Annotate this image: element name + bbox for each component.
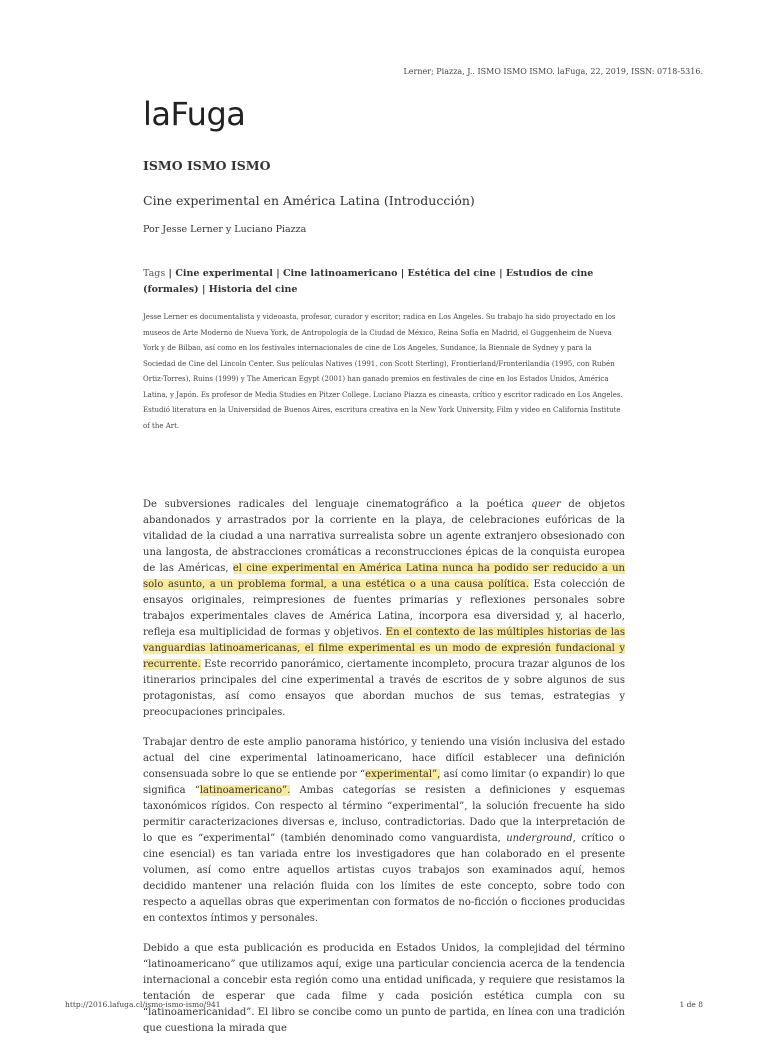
footer-url[interactable]: http://2016.lafuga.cl/ismo-ismo-ismo/941 xyxy=(65,1000,221,1009)
text-run: De subversiones radicales del lenguaje cinematográfico a la poética xyxy=(143,499,532,510)
page-number: 1 de 8 xyxy=(679,1000,703,1009)
tag-link[interactable]: Cine latinoamericano xyxy=(282,268,398,279)
text-run: Debido a que esta publicación es producida en Estados Unidos, la complejidad del término “latinoamericano” que utilizamos aquí, exige una particular conciencia acerca de la tendencia internacional a concebir esta región como una entidad unificada, y requiere que resistamos la tentación de esperar que cada filme y cada posición estética cumpla con su “latinoamericanidad”. El libro se concibe como un punto de partida, en línea con una tradición que cuestiona la mirada que xyxy=(143,943,625,1034)
text-run: Ambas categorías se resisten a definiciones y esquemas taxonómicos rígidos. Con respecto al término “experimental”, la solución frecuente ha sido permitir caracterizaciones diversas e, incluso, contradictorias. Dado que la interpretación de lo que es “experimental” (también denominado como vanguardista, xyxy=(143,785,625,844)
tag-link[interactable]: Estética del cine xyxy=(407,268,496,279)
tag-separator: | xyxy=(499,268,506,279)
tag-link[interactable]: Historia del cine xyxy=(208,284,298,295)
tags-label: Tags xyxy=(143,268,166,279)
text-run: Este recorrido panorámico, ciertamente incompleto, procura trazar algunos de los itinerarios principales del cine experimental a través de escritos de y sobre algunos de sus protagonistas, así como ensayos que abordan muchos de sus temas, estrategias y preocupaciones principales. xyxy=(143,659,625,718)
tag-link[interactable]: Estudios de cine (formales) xyxy=(143,268,594,295)
italic-text: queer xyxy=(531,499,561,510)
text-run: de objetos abandonados y arrastrados por la corriente en la playa, de celebraciones eufóricas de la vitalidad de la ciudad a una narrativa surrealista sobre un agente extranjero obsesionado con una langosta, de abstracciones cromáticas a reconstrucciones épicas de la conquista europea de las Américas, xyxy=(143,499,625,574)
article-body xyxy=(143,497,625,1051)
paragraph xyxy=(143,941,625,1037)
tag-separator: | xyxy=(400,268,408,279)
highlighted-text: latinoamericano”. xyxy=(199,785,291,796)
article-subtitle: Cine experimental en América Latina (Introducción) xyxy=(143,193,475,208)
text-run: Trabajar dentro de este amplio panorama histórico, y teniendo una visión inclusiva del estado actual del cine experimental latinoamericano, hace difícil establecer una definición consensuada sobre lo que se entiende por “ xyxy=(143,737,625,780)
lafuga-logo[interactable]: laFuga xyxy=(143,95,246,133)
tag-separator: | xyxy=(201,284,209,295)
citation-header: Lerner; Piazza, J.. ISMO ISMO ISMO. laFuga, 22, 2019, ISSN: 0718-5316. xyxy=(403,67,703,76)
highlighted-text: En el contexto de las múltiples historias de las vanguardias latinoamericanas, el filme experimental es un modo de expresión fundacional y recurrente. xyxy=(143,627,626,670)
tag-separator: | xyxy=(276,268,283,279)
text-run: Esta colección de ensayos originales, reimpresiones de fuentes primarias y reflexiones personales sobre trabajos experimentales claves de América Latina, incorpora esa diversidad y, al hacerlo, refleja esa multiplicidad de formas y objetivos. xyxy=(143,579,625,638)
italic-text: underground xyxy=(506,833,573,844)
highlighted-text: el cine experimental en América Latina nunca ha podido ser reducido a un solo asunto, a un problema formal, a una estética o a una causa política. xyxy=(143,563,625,590)
text-run: así como limitar (o expandir) lo que significa “ xyxy=(143,769,625,796)
author-bio: Jesse Lerner es documentalista y videoasta, profesor, curador y escritor; radica en Los Angeles. Su trabajo ha sido proyectado en los museos de Arte Moderno de Nueva York, de Antropología de la Ciudad de México, Reina Sofía en Madrid, el Guggenheim de Nueva York y de Bilbao, así como en los festivales internacionales de cine de Los Angeles, Sundance, la Biennale de Sydney y para la Sociedad de Cine del Lincoln Center. Sus películas Natives (1991, con Scott Sterling), Frontierland/Fronterilandia (1995, con Rubén Ortiz-Torres), Ruins (1999) y The American Egypt (2001) han ganado premios en festivales de cine en los Estados Unidos, América Latina, y Japón. Es profesor de Media Studies en Pitzer College. Luciano Piazza es cineasta, crítico y escritor radicado en Los Angeles. Estudió literatura en la Universidad de Buenos Aires, escritura creativa en la New York University, Film y video en California Institute of the Art. xyxy=(143,313,623,430)
paragraph xyxy=(143,497,625,721)
article-title: ISMO ISMO ISMO xyxy=(143,158,271,173)
tags-section xyxy=(143,266,623,298)
paragraph xyxy=(143,735,625,927)
tag-separator: | xyxy=(168,268,176,279)
article-byline: Por Jesse Lerner y Luciano Piazza xyxy=(143,224,307,235)
text-run: , crítico o cine esencial) es tan variada entre los investigadores que han colaborado en el presente volumen, así como entre aquellos artistas cuyos trabajos son examinados aquí, hemos decidido mantener una relación fluida con los límites de este concepto, sobre todo con respecto a aquellas obras que experimentan con formatos de no-ficción o ficciones producidas en contextos íntimos y personales. xyxy=(143,833,625,924)
highlighted-text: experimental”, xyxy=(365,769,441,780)
tag-link[interactable]: Cine experimental xyxy=(175,268,273,279)
